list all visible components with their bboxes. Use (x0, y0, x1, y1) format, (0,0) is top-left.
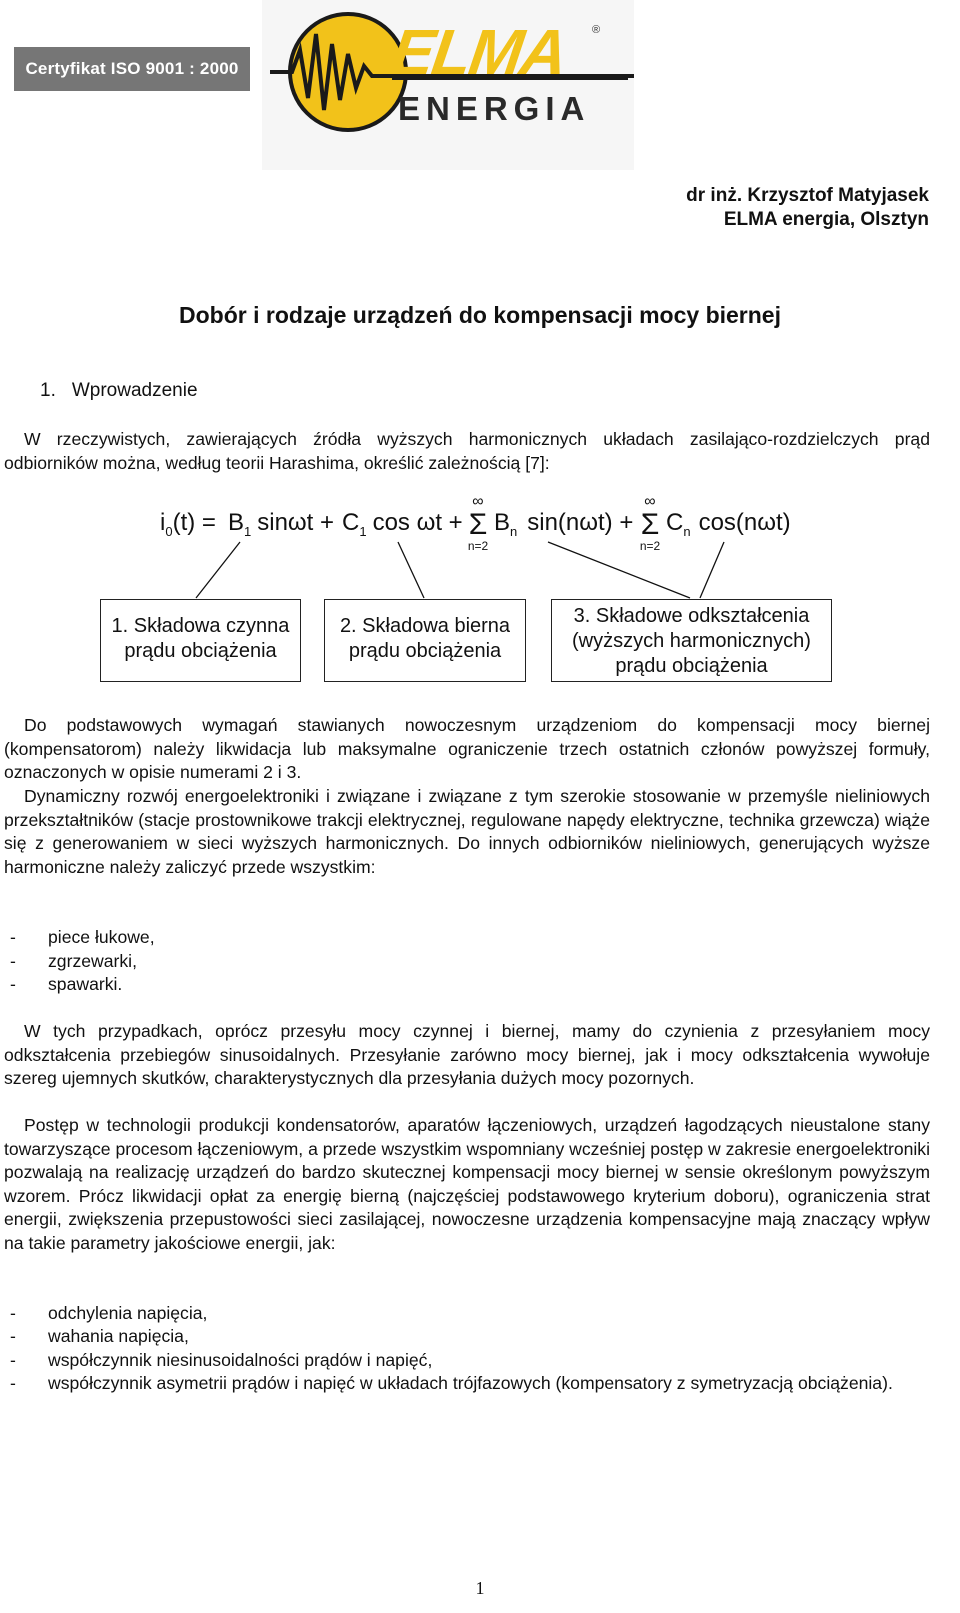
formula-term3-coef: B (494, 509, 511, 536)
box3-line2: (wyższych harmonicznych) (572, 630, 811, 652)
formula-term1-sub: 1 (244, 524, 252, 539)
formula-sum2-bottom: n=2 (639, 539, 661, 553)
logo-registered-mark: ® (592, 24, 601, 36)
svg-text:Bnsin(nωt) + (494, 509, 633, 539)
section-heading (40, 380, 198, 402)
formula-term4-sub: n (683, 524, 691, 539)
svg-text:B1sinωt + (228, 509, 334, 539)
author-name: dr inż. Krzysztof Matyjasek (686, 185, 929, 206)
list-item: - spawarki. (10, 974, 123, 994)
formula-term1-fn: sinωt + (257, 509, 335, 536)
logo-elma-wordmark: ELMA (386, 16, 571, 88)
formula-box-distortion-components (551, 599, 832, 682)
paragraph-requirements: Do podstawowych wymagań stawianych nowoczesnym urządzeniom do kompensacji mocy biernej (kompensatorom) należy likwidacja lub maksymalne ograniczenie trzech ostatnich członów powyższej formuły, oznaczonych w opisie numerami 2 i 3. (4, 715, 930, 783)
connector-line-3b (700, 542, 724, 598)
formula-term3-sub: n (510, 524, 518, 539)
formula-term3-fn: sin(nωt) + (527, 509, 634, 536)
iso-certificate-label: Certyfikat ISO 9001 : 2000 (25, 59, 239, 78)
formula-lhs-sub: 0 (165, 524, 173, 539)
formula-lhs: i (160, 509, 166, 536)
formula-sum2-top: ∞ (644, 493, 656, 510)
intro-paragraph: W rzeczywistych, zawierających źródła wyższych harmonicznych układach zasilająco-rozdzielczych prąd odbiorników można, według teorii Harashima, określić zależnością [7]: (4, 429, 930, 473)
formula-term2-coef: C (342, 509, 360, 536)
box3-line3: prądu obciążenia (615, 655, 768, 677)
svg-text:Cncos(nωt) (666, 509, 791, 539)
list-item: - wahania napięcia, (10, 1326, 189, 1346)
paper-title: Dobór i rodzaje urządzeń do kompensacji mocy biernej (179, 302, 781, 328)
box1-line1: 1. Składowa czynna (111, 615, 290, 637)
formula-lhs-arg: (t) = (172, 509, 216, 536)
box2-line2: prądu obciążenia (348, 640, 502, 662)
connector-line-3a (548, 542, 690, 598)
list-item: - współczynnik asymetrii prądów i napięć w układach trójfazowych (kompensatory z symetryzacją obciążenia). (10, 1373, 893, 1393)
formula-term2-sub: 1 (359, 524, 367, 539)
connector-line-2 (398, 542, 424, 598)
formula-term4-fn: cos(nωt) (698, 509, 791, 536)
page-number: 1 (475, 1578, 485, 1598)
formula-sum1-top: ∞ (472, 493, 484, 510)
formula-box-active-component (100, 599, 301, 682)
paragraph-power-electronics: Dynamiczny rozwój energoelektroniki i związane i związane z tym szerokie stosowanie w przemyśle nieliniowych przekształtników (stacje prostownikowe trakcji elektrycznej, regulowane napędy elektryczne, technika grzewcza) wiąże się z generowaniem w sieci wyższych harmonicznych. Do innych odbiorników nieliniowych, generujących wyższe harmoniczne należy zaliczyć przede wszystkim: (4, 786, 930, 877)
author-affiliation: ELMA energia, Olsztyn (723, 209, 929, 230)
formula-term2-fn: cos ωt + (372, 509, 463, 536)
formula-sum1-bottom: n=2 (467, 539, 489, 553)
formula-sum2-symbol: Σ (640, 508, 660, 541)
list-item: - piece łukowe, (10, 927, 155, 947)
formula-term1-coef: B (228, 509, 245, 536)
box3-line1: 3. Składowe odkształcenia (573, 605, 810, 627)
section-title: Wprowadzenie (71, 380, 198, 401)
list-item: - zgrzewarki, (10, 951, 137, 971)
connector-line-1 (196, 542, 240, 598)
box1-line2: prądu obciążenia (124, 640, 277, 662)
list-item: - odchylenia napięcia, (10, 1303, 208, 1323)
logo-energia-wordmark: ENERGIA (398, 90, 591, 127)
svg-text:C1cos ωt + (342, 509, 463, 539)
section-number: 1. (40, 380, 56, 401)
paragraph-distortion-power: W tych przypadkach, oprócz przesyłu mocy czynnej i biernej, mamy do czynienia z przesyłaniem mocy odkształcenia przebiegów sinusoidalnych. Przesyłanie zarówno mocy biernej, jak i mocy odkształcenia wywołuje szereg ujemnych skutków, charakterystycznych dla przesyłania dużych mocy pozornych. (4, 1021, 930, 1089)
paragraph-technology-progress: Postęp w technologii produkcji kondensatorów, aparatów łączeniowych, urządzeń łagodzących nieustalone stany towarzyszące procesom łączeniowym, a przede wszystkim wspomniany wcześniej postęp w zakresie energoelektroniki pozwalają na realizację urządzeń do bardzo skutecznej kompensacji mocy biernej w sensie określonym powyższym wzorem. Prócz likwidacji opłat za energię bierną (najczęściej podstawowego kryterium doboru), ograniczenia strat energii, zwiększenia przepustowości sieci zasilającej, nowoczesne urządzenia kompensacyjne mają znaczący wpływ na takie parametry jakościowe energii, jak: (4, 1115, 930, 1253)
list-item: - współczynnik niesinusoidalności prądów i napięć, (10, 1350, 433, 1370)
formula-term4-coef: C (666, 509, 684, 536)
svg-text:i0(t) = (160, 509, 216, 539)
formula-sum1-symbol: Σ (468, 508, 488, 541)
box2-line1: 2. Składowa bierna (339, 615, 511, 637)
formula-box-reactive-component (324, 599, 526, 682)
